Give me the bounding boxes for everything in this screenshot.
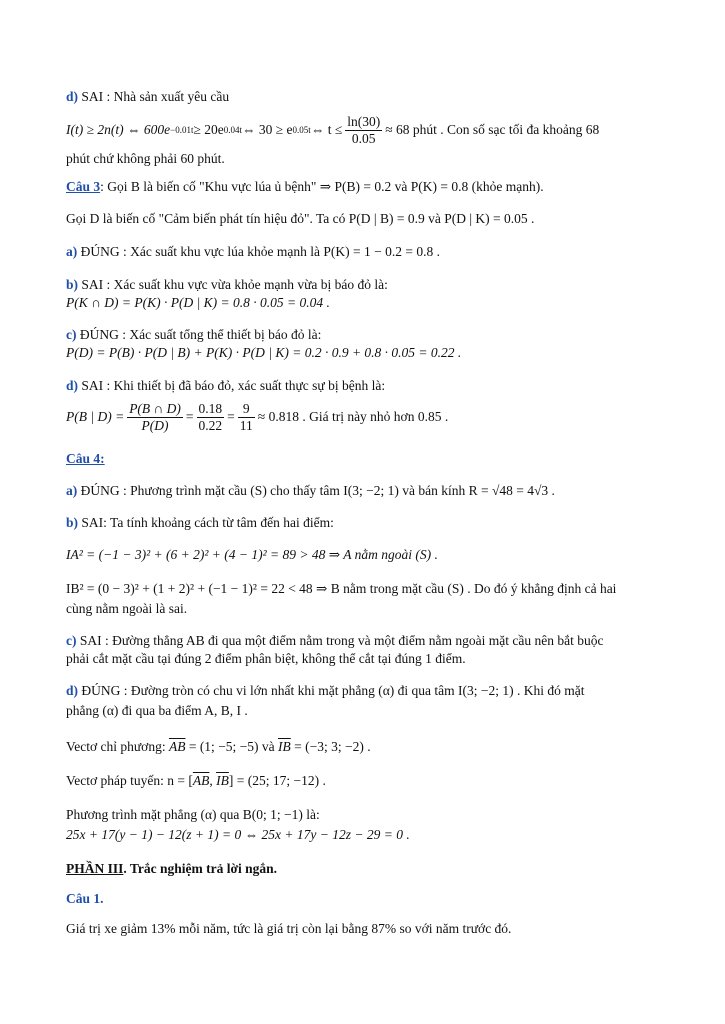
text-line: phút chứ không phải 60 phút. — [66, 151, 225, 166]
equation-line: I(t) ≥ 2n(t) ⇔ 600e −0.01t ≥ 20e 0.04t ⇔ 30 ≥ e 0.05t ⇔ t ≤ $\frac{\ln(30)}{0.05}$ ≈ 68 phút . Con số sạc tối đa khoảng 68 — [66, 113, 600, 146]
question-header: Câu 4: — [66, 451, 105, 466]
question-header: Câu 1. — [66, 891, 104, 906]
answer-c: c) ĐÚNG : Xác suất tổng thể thiết bị báo đỏ là: — [66, 327, 322, 342]
section-header: PHẦN III. Trắc nghiệm trả lời ngắn. — [66, 861, 277, 876]
fraction: $\frac{\ln(30)}{0.05}$ — [347, 113, 381, 146]
text-line: IB² = (0 − 3)² + (1 + 2)² + (−1 − 1)² = 22 < 48 ⇒ B nằm trong mặt cầu (S) . Do đó ý khẳng định cả hai — [66, 581, 617, 596]
answer-label: d) — [66, 89, 79, 104]
text-line: cùng nằm ngoài là sai. — [66, 601, 188, 616]
text-line: Gọi D là biến cố "Cảm biến phát tín hiệu đỏ". Ta có P(D | B) = 0.9 và P(D | K) = 0.05 . — [66, 211, 535, 226]
equation-line: P(B | D) = $\frac{P(B \cap D)}{P(D)}$ = $\frac{0.18}{0.22}$ = $\frac{9}{11}$ ≈ 0.818 . Giá trị này nhỏ hơn 0.85 . — [66, 400, 449, 433]
answer-a: a) ĐÚNG : Phương trình mặt cầu (S) cho thấy tâm I(3; −2; 1) và bán kính R = √48 = 4√3 . — [66, 483, 555, 498]
fraction: $\frac{9}{11}$ — [239, 400, 253, 433]
answer-b: b) SAI : Xác suất khu vực vừa khỏe mạnh vừa bị báo đỏ là: — [66, 277, 388, 292]
text-line: phẳng (α) đi qua ba điểm A, B, I . — [66, 703, 248, 718]
answer-d: d) ĐÚNG : Đường tròn có chu vi lớn nhất khi mặt phẳng (α) đi qua tâm I(3; −2; 1) . Khi đó mặt — [66, 683, 585, 698]
fraction: $\frac{0.18}{0.22}$ — [198, 400, 223, 433]
equation-line: P(K ∩ D) = P(K) · P(D | K) = 0.8 · 0.05 = 0.04 . — [66, 295, 330, 310]
text-line: Giá trị xe giảm 13% mỗi năm, tức là giá trị còn lại bằng 87% so với năm trước đó. — [66, 921, 512, 936]
text-line: Vectơ pháp tuyến: $n = [\overline{AB}$, $\overline{IB}] = (25$; 17; −12) . — [66, 773, 326, 788]
text-line: Phương trình mặt phẳng (α) qua B(0; 1; −1) là: — [66, 807, 320, 822]
text-line: Vectơ chỉ phương: $\overline{AB} = (1$; −5; −5) và $\overline{IB} = (-3$; 3; −2) . — [66, 739, 371, 754]
question-header: Câu 3: Gọi B là biến cố "Khu vực lúa ủ bệnh" ⇒ P(B) = 0.2 và P(K) = 0.8 (khỏe mạnh). — [66, 179, 544, 194]
answer-c: c) SAI : Đường thẳng AB đi qua một điểm nằm trong và một điểm nằm ngoài mặt cầu nên bắt buộc — [66, 633, 604, 648]
text-line: phải cắt mặt cầu tại đúng 2 điểm phân biệt, không thể cắt tại đúng 1 điểm. — [66, 651, 466, 666]
answer-text: SAI : Nhà sản xuất yêu cầu — [78, 89, 230, 104]
fraction: $\frac{P(B \cap D)}{P(D)}$ — [129, 400, 181, 433]
equation-line: IA² = (−1 − 3)² + (6 + 2)² + (4 − 1)² = 89 > 48 ⇒ A nằm ngoài (S) . — [66, 547, 438, 562]
answer-b: b) SAI: Ta tính khoảng cách từ tâm đến hai điểm: — [66, 515, 334, 530]
equation-line: P(D) = P(B) · P(D | B) + P(K) · P(D | K) = 0.2 · 0.9 + 0.8 · 0.05 = 0.22 . — [66, 345, 462, 360]
equation-line: 25x + 17(y − 1) − 12(z + 1) = 0 ⇔ 25x + 17y − 12z − 29 = 0 . — [66, 827, 410, 842]
text-line — [66, 88, 675, 106]
answer-a: a) ĐÚNG : Xác suất khu vực lúa khỏe mạnh là P(K) = 1 − 0.2 = 0.8 . — [66, 244, 440, 259]
answer-d: d) SAI : Khi thiết bị đã báo đỏ, xác suất thực sự bị bệnh là: — [66, 378, 386, 393]
